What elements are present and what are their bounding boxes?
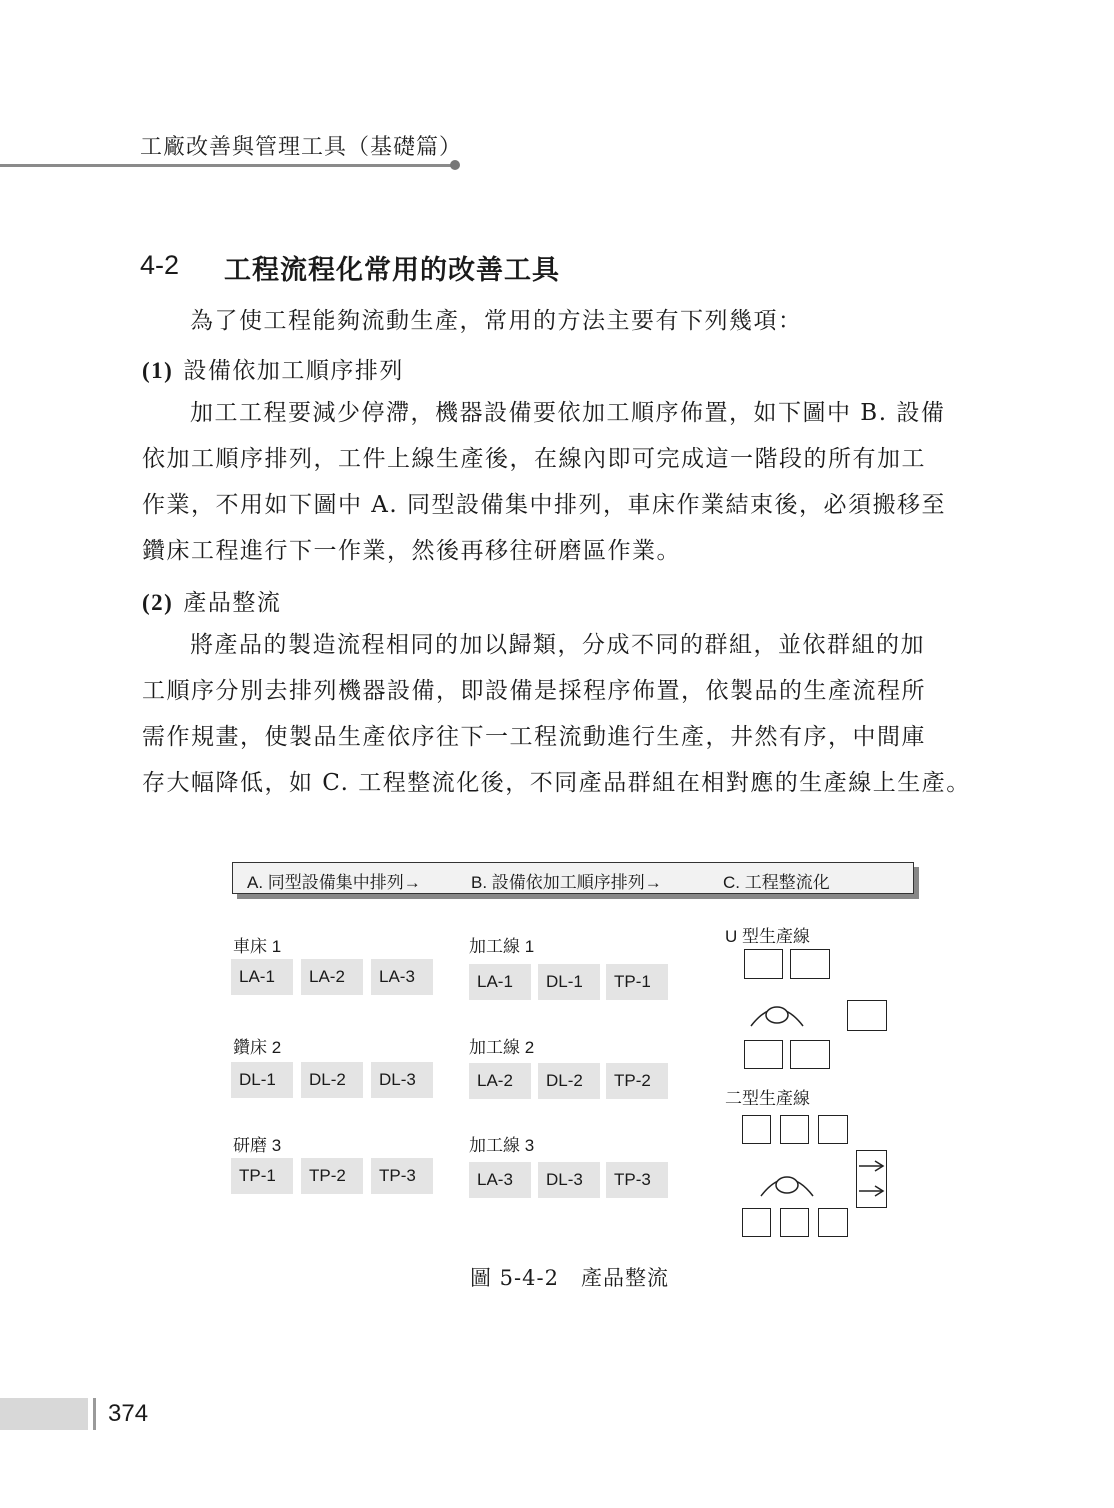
item-1-heading xyxy=(142,352,404,385)
machine-box xyxy=(818,1208,848,1237)
machine-cell: DL-3 xyxy=(538,1162,600,1198)
machine-cell: DL-2 xyxy=(301,1062,363,1098)
machine-cell: LA-2 xyxy=(469,1063,531,1099)
machine-cell: DL-1 xyxy=(231,1062,293,1098)
worker-icon xyxy=(758,1170,816,1200)
machine-box xyxy=(744,1040,783,1069)
worker-icon xyxy=(748,1000,806,1030)
machine-cell: LA-1 xyxy=(469,964,531,1000)
machine-cell: LA-3 xyxy=(469,1162,531,1198)
header-rule xyxy=(0,164,455,167)
intro-paragraph: 為了使工程能夠流動生產，常用的方法主要有下列幾項： xyxy=(190,308,803,334)
section-title: 工程流程化常用的改善工具 xyxy=(224,255,560,286)
paragraph-line: 依加工順序排列，工件上線生產後，在線內即可完成這一階段的所有加工 xyxy=(142,446,926,472)
item-1-marker: (1) xyxy=(142,358,174,383)
item-2-paragraph xyxy=(142,622,988,806)
figure-header-b: B. 設備依加工順序排列→ xyxy=(471,873,662,892)
figure-header-a: A. 同型設備集中排列→ xyxy=(247,873,421,892)
paragraph-line: 作業，不用如下圖中 A. 同型設備集中排列，車床作業結束後，必須搬移至 xyxy=(142,492,947,518)
machine-box xyxy=(780,1115,809,1144)
machine-cell: TP-1 xyxy=(231,1158,293,1194)
group-label-a3: 研磨 3 xyxy=(233,1136,282,1155)
group-label-a1: 車床 1 xyxy=(233,937,282,956)
machine-box xyxy=(742,1115,771,1144)
running-header: 工廠改善與管理工具（基礎篇） xyxy=(140,135,463,160)
machine-box xyxy=(790,1040,830,1069)
item-2-title: 產品整流 xyxy=(183,590,282,616)
machine-box xyxy=(818,1115,848,1144)
item-2-heading xyxy=(142,584,281,617)
page-number: 374 xyxy=(108,1400,149,1427)
arrow-right-icon xyxy=(857,1151,885,1206)
paragraph-line: 存大幅降低，如 C. 工程整流化後，不同產品群組在相對應的生產線上生產。 xyxy=(142,770,971,796)
machine-cell: LA-2 xyxy=(301,959,363,995)
machine-box xyxy=(847,1000,887,1031)
two-line-label: 二型生產線 xyxy=(725,1089,810,1108)
machine-box xyxy=(744,949,783,979)
machine-cell: TP-3 xyxy=(606,1162,668,1198)
group-label-b3: 加工線 3 xyxy=(469,1136,535,1155)
machine-cell: LA-1 xyxy=(231,959,293,995)
machine-cell: TP-1 xyxy=(606,964,668,1000)
item-1-title: 設備依加工順序排列 xyxy=(183,358,404,384)
paragraph-line: 將產品的製造流程相同的加以歸類，分成不同的群組，並依群組的加 xyxy=(190,632,925,658)
paragraph-line: 需作規畫，使製品生產依序往下一工程流動進行生產，井然有序，中間庫 xyxy=(142,724,926,750)
machine-cell: DL-3 xyxy=(371,1062,433,1098)
figure-header-bar xyxy=(232,862,914,894)
item-1-paragraph xyxy=(142,390,988,574)
output-box xyxy=(856,1150,887,1208)
item-2-marker: (2) xyxy=(142,590,174,615)
machine-box xyxy=(742,1208,771,1237)
page-tab xyxy=(0,1398,88,1430)
figure-caption: 圖 5-4-2 產品整流 xyxy=(470,1266,669,1290)
paragraph-line: 鑽床工程進行下一作業，然後再移往研磨區作業。 xyxy=(142,538,681,564)
paragraph-line: 加工工程要減少停滯，機器設備要依加工順序佈置，如下圖中 B. 設備 xyxy=(190,400,946,426)
group-label-b1: 加工線 1 xyxy=(469,937,535,956)
machine-cell: LA-3 xyxy=(371,959,433,995)
machine-cell: DL-2 xyxy=(538,1063,600,1099)
machine-box xyxy=(790,949,830,979)
machine-cell: TP-2 xyxy=(301,1158,363,1194)
machine-cell: DL-1 xyxy=(538,964,600,1000)
paragraph-line: 工順序分別去排列機器設備，即設備是採程序佈置，依製品的生產流程所 xyxy=(142,678,926,704)
section-number: 4-2 xyxy=(140,250,180,280)
header-rule-dot xyxy=(450,160,460,170)
machine-box xyxy=(780,1208,809,1237)
page-separator xyxy=(93,1398,96,1430)
machine-cell: TP-3 xyxy=(371,1158,433,1194)
group-label-a2: 鑽床 2 xyxy=(233,1038,282,1057)
group-label-b2: 加工線 2 xyxy=(469,1038,535,1057)
u-line-label: U 型生產線 xyxy=(725,927,810,946)
figure-header-c: C. 工程整流化 xyxy=(723,873,830,892)
machine-cell: TP-2 xyxy=(606,1063,668,1099)
